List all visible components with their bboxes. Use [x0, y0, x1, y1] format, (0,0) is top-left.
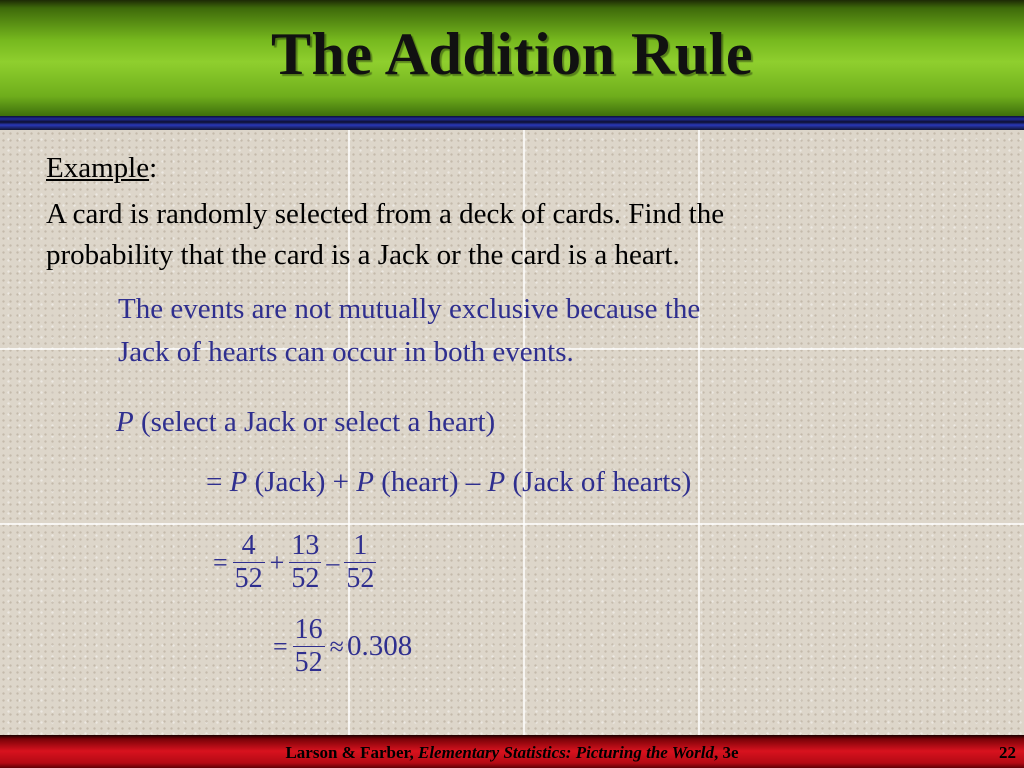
fraction-denominator: 52	[346, 563, 375, 594]
equals-sign: =	[213, 547, 228, 577]
example-heading	[46, 152, 157, 185]
footer-book-title: Elementary Statistics: Picturing the World	[418, 743, 714, 762]
explanation	[118, 288, 978, 374]
fraction-numerator: 4	[233, 530, 265, 563]
result-value: 0.308	[346, 630, 413, 662]
math-line-3	[210, 530, 378, 595]
example-colon: :	[149, 152, 158, 184]
example-problem	[46, 194, 1006, 276]
prob-symbol: P	[487, 466, 506, 498]
math-term: (heart) –	[381, 466, 488, 498]
explanation-line-2: Jack of hearts can occur in both events.	[118, 336, 574, 368]
prob-symbol: P	[356, 466, 374, 498]
fraction-numerator: 13	[291, 530, 320, 561]
minus-sign: –	[326, 547, 340, 577]
fraction-numerator: 16	[294, 614, 323, 645]
fraction-numerator: 1	[344, 530, 376, 563]
footer-authors: Larson & Farber,	[285, 743, 414, 762]
fraction	[293, 614, 325, 679]
approx-sign: ≈	[329, 631, 344, 661]
title-divider	[0, 116, 1024, 130]
footer-citation	[0, 743, 1024, 763]
example-line-2: probability that the card is a Jack or the card is a heart.	[46, 239, 680, 271]
example-line-1: A card is randomly selected from a deck of cards. Find the	[46, 198, 725, 230]
fraction	[233, 530, 265, 595]
math-line-4	[270, 614, 412, 679]
math-line-1	[116, 406, 495, 439]
fraction-denominator: 52	[234, 563, 263, 594]
math-term: (Jack) +	[254, 466, 357, 498]
equals-sign: =	[206, 466, 223, 498]
plus-sign: +	[269, 547, 285, 577]
math-line-2	[206, 466, 691, 499]
grid-line	[0, 523, 1024, 525]
math-expr: (select a Jack or select a heart)	[140, 406, 496, 438]
footer-edition: , 3e	[713, 743, 739, 762]
fraction-denominator: 52	[294, 647, 323, 678]
prob-symbol: P	[116, 406, 134, 438]
fraction	[344, 530, 376, 595]
explanation-line-1: The events are not mutually exclusive because the	[118, 293, 701, 325]
example-label: Example	[46, 152, 150, 184]
math-term: (Jack of hearts)	[512, 466, 692, 498]
fraction-denominator: 52	[291, 563, 320, 594]
prob-symbol: P	[229, 466, 248, 498]
equals-sign: =	[273, 631, 288, 661]
slide-title: The Addition Rule	[271, 21, 753, 87]
fraction	[289, 530, 321, 595]
page-number: 22	[999, 743, 1016, 762]
